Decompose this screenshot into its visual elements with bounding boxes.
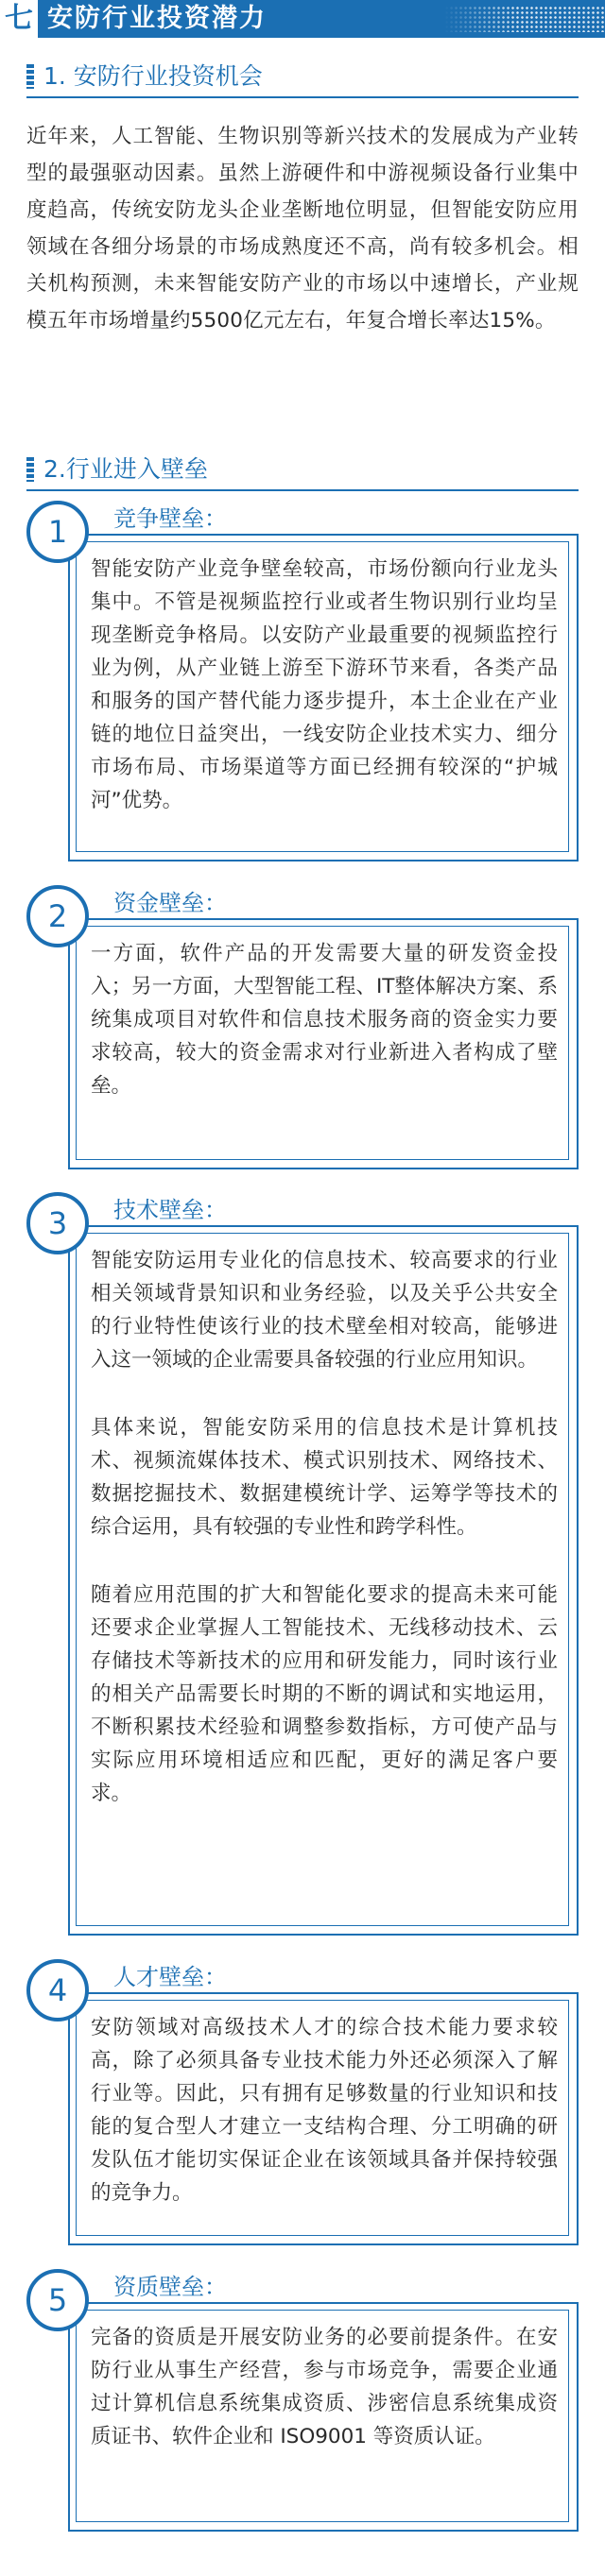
card-number-circle: 1 (26, 501, 89, 563)
card-paragraph: 具体来说，智能安防采用的信息技术是计算机技术、视频流媒体技术、模式识别技术、网络技术、数据挖掘技术、数据建模统计学、运筹学等技术的综合运用，具有较强的专业性和跨学科性。 (91, 1416, 558, 1539)
card-number-circle: 4 (26, 1959, 89, 2022)
card-paragraph: 随着应用范围的扩大和智能化要求的提高未来可能还要求企业掌握人工智能技术、无线移动技术、云存储技术等新技术的应用和研发能力，同时该行业的相关产品需要长时期的不断的调试和实地运用，不断积累技术经验和调整参数指标，方可使产品与实际应用环境相适应和匹配，更好的满足客户要求。 (91, 1583, 558, 1805)
card-number-circle: 2 (26, 885, 89, 947)
card-title: 资金壁垒： (113, 889, 231, 917)
card-paragraph: 智能安防产业竞争壁垒较高，市场份额向行业龙头集中。不管是视频监控行业或者生物识别行业均呈现垄断竞争格局。以安防产业最重要的视频监控行业为例，从产业链上游至下游环节来看，各类产品和服务的国产替代能力逐步提升，本土企业在产业链的地位日益突出，一线安防企业技术实力、细分市场布局、市场渠道等方面已经拥有较深的“护城河”优势。 (91, 557, 558, 812)
card-title: 技术壁垒： (113, 1196, 231, 1224)
section-heading-entry-barriers (26, 452, 579, 491)
banner-number: 七 (0, 0, 38, 38)
card-number-circle: 5 (26, 2269, 89, 2331)
banner-title: 安防行业投资潜力 (47, 4, 267, 33)
card-body (91, 937, 558, 1102)
card-paragraph: 安防领域对高级技术人才的综合技术能力要求较高，除了必须具备专业技术能力外还必须深入了解行业等。因此，只有拥有足够数量的行业知识和技能的复合型人才建立一支结构合理、分工明确的研发队伍才能切实保证企业在该领域具备并保持较强的竞争力。 (91, 2016, 558, 2205)
heading-bar-icon (26, 457, 34, 482)
heading-bar-icon (26, 64, 34, 89)
section-heading-text: 2.行业进入壁垒 (43, 455, 208, 483)
barrier-card-talent (26, 1959, 579, 2245)
barrier-card-technology (26, 1192, 579, 1936)
barrier-card-capital (26, 885, 579, 1169)
card-paragraph: 完备的资质是开展安防业务的必要前提条件。在安防行业从事生产经营，参与市场竞争，需要企业通过计算机信息系统集成资质、涉密信息系统集成资质证书、软件企业和 ISO9001 等资质认证。 (91, 2326, 558, 2448)
card-title: 资质壁垒： (113, 2273, 231, 2301)
section-banner (0, 0, 605, 38)
card-paragraph: 智能安防运用专业化的信息技术、较高要求的行业相关领域背景知识和业务经验，以及关乎公共安全的行业特性使该行业的技术壁垒相对较高，能够进入这一领域的企业需要具备较强的行业应用知识。 (91, 1249, 558, 1372)
card-body (91, 1244, 558, 1810)
card-number-circle: 3 (26, 1192, 89, 1254)
card-paragraph: 一方面，软件产品的开发需要大量的研发资金投入；另一方面，大型智能工程、IT整体解决方案、系统集成项目对软件和信息技术服务商的资金实力要求较高，较大的资金需求对行业新进入者构成了壁垒。 (91, 942, 558, 1098)
section-heading-investment-opportunity (26, 59, 579, 98)
barrier-card-competition (26, 501, 579, 862)
dot-pattern-decoration (444, 6, 605, 32)
intro-paragraph: 近年来，人工智能、生物识别等新兴技术的发展成为产业转型的最强驱动因素。虽然上游硬件和中游视频设备行业集中度趋高，传统安防龙头企业垄断地位明显，但智能安防应用领域在各细分场景的市场成熟度还不高，尚有较多机会。相关机构预测，未来智能安防产业的市场以中速增长，产业规模五年市场增量约5500亿元左右，年复合增长率达15%。 (26, 125, 579, 333)
card-body (91, 2011, 558, 2209)
card-body (91, 553, 558, 817)
barrier-card-qualification (26, 2269, 579, 2532)
section-heading-text: 1. 安防行业投资机会 (43, 62, 263, 90)
card-body (91, 2321, 558, 2453)
card-title: 人才壁垒： (113, 1963, 231, 1991)
card-title: 竞争壁垒： (113, 504, 231, 533)
